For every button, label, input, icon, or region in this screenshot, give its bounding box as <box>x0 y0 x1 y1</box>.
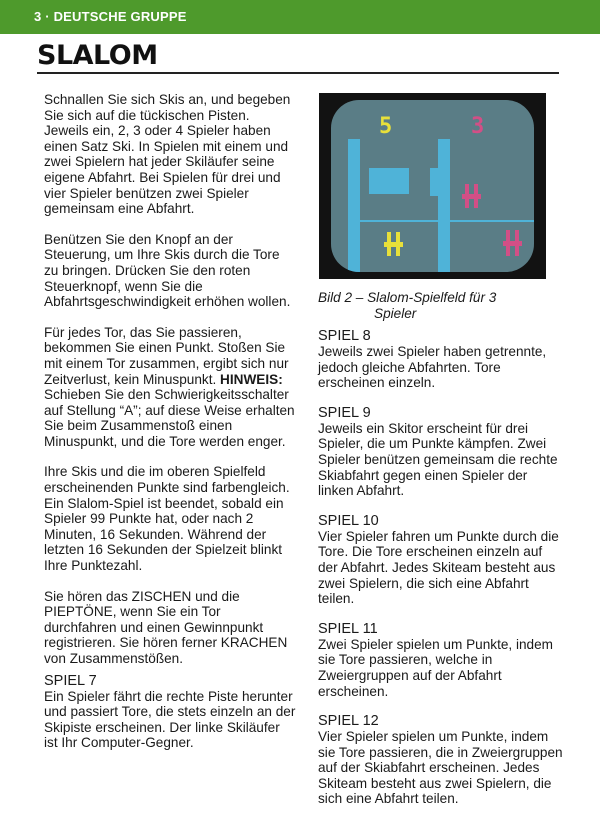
spiel-11-section <box>318 621 564 699</box>
game-end-paragraph: Ihre Skis und die im oberen Spielfeld erscheinenden Punkte sind farbengleich. Ein Slalom-Spiel ist beendet, sobald ein Spieler 99 Punkte hat, oder nach 2 Minuten, 16 Sekunden. Während der letzten 16 Sekunden der Spielzeit blinkt Ihre Punktezahl. <box>44 464 290 574</box>
spiel-11-text: Zwei Spieler spielen um Punkte, indem sie Tore passieren, welche in Zweiergruppen auf der Abfahrt erscheinen. <box>318 636 553 699</box>
spiel-8-section <box>318 328 564 391</box>
skier-right-top-icon <box>462 184 481 208</box>
section-header: 3 · DEUTSCHE GRUPPE <box>0 0 600 34</box>
game-screen <box>331 100 534 272</box>
spiel-10-text: Vier Spieler fahren um Punkte durch die Tore. Die Tore erscheinen einzeln auf der Abfahrt. Jedes Skiteam besteht aus zwei Spielern, die sich eine Abfahrt teilen. <box>318 528 559 607</box>
scoring-text: Für jedes Tor, das Sie passieren, bekommen Sie einen Punkt. Stoßen Sie mit einem Tor zusammen, ergibt sich nur Zeitverlust, kein Minuspunkt. <box>44 324 289 387</box>
left-gate-block <box>369 168 409 194</box>
spiel-9-text: Jeweils ein Skitor erscheint für drei Spieler, die um Punkte kämpfen. Zwei Spieler benützen gemeinsam die rechte Skiabfahrt gegen einen Spieler der linken Abfahrt. <box>318 420 558 499</box>
spiel-9-heading: SPIEL 9 <box>318 404 371 421</box>
figure-caption <box>318 290 558 321</box>
hinweis-text: Schieben Sie den Schwierigkeitsschalter auf Stellung “A”; auf diese Weise erhalten Sie beim Zusammenstoß einen Minuspunkt, und die Tore werden enger. <box>44 387 295 449</box>
center-slope-notch <box>430 168 440 196</box>
game-screenshot <box>319 93 546 279</box>
page-title: SLALOM <box>37 40 158 71</box>
right-column <box>318 328 564 821</box>
spiel-8-text: Jeweils zwei Spieler haben getrennte, jedoch gleiche Abfahrten. Tore erscheinen einzeln. <box>318 344 547 391</box>
left-slope-line <box>360 220 438 222</box>
title-rule <box>37 72 559 74</box>
center-slope-bar <box>438 139 450 272</box>
skier-right-bottom-icon <box>503 230 522 256</box>
spiel-12-text: Vier Spieler spielen um Punkte, indem sie Tore passieren, die in Zweiergruppen auf der Skiabfahrt erscheinen. Jedes Skiteam besteht aus zwei Spielern, die sich eine Abfahrt teilen. <box>318 729 563 807</box>
spiel-10-section <box>318 513 564 607</box>
right-slope-line <box>450 220 534 222</box>
score-right-digit: 3 <box>471 114 485 139</box>
spiel-9-section <box>318 405 564 499</box>
controls-paragraph: Benützen Sie den Knopf an der Steuerung, um Ihre Skis durch die Tore zu bringen. Drücken Sie den roten Steuerknopf, wenn Sie die Abfahrtsgeschwindigkeit erhöhen wollen. <box>44 231 291 310</box>
slalom-playfield <box>331 100 534 272</box>
caption-line-2: Spieler <box>374 305 417 321</box>
intro-paragraph: Schnallen Sie sich Skis an, und begeben Sie sich auf die tückischen Pisten. Jeweils ein, 2, 3 oder 4 Spieler haben einen Satz Ski. In Spielen mit einem und zwei Spielern hat jeder Skiläufer seine eigene Abfahrt. Bei Spielen für drei und vier Spieler benützen zwei Spieler gemeinsam eine Abfahrt. <box>44 92 291 217</box>
spiel-7-text: Ein Spieler fährt die rechte Piste herunter und passiert Tore, die stets einzeln an der Skipiste erscheinen. Der linke Skiläufer ist Ihr Computer-Gegner. <box>44 688 296 751</box>
scoring-paragraph <box>44 325 296 450</box>
spiel-7-heading: SPIEL 7 <box>44 672 97 689</box>
left-slope-bar <box>348 139 360 272</box>
sound-paragraph: Sie hören das ZISCHEN und die PIEPTÖNE, wenn Sie ein Tor durchfahren und einen Gewinnpunkt registrieren. Sie hören ferner KRACHEN von Zusammenstößen. <box>44 588 288 666</box>
spiel-11-heading: SPIEL 11 <box>318 620 378 637</box>
spiel-8-heading: SPIEL 8 <box>318 328 371 344</box>
hinweis-label: HINWEIS: <box>220 371 283 387</box>
skier-left-icon <box>384 232 403 256</box>
caption-line-1: Bild 2 – Slalom-Spielfeld für 3 <box>318 290 497 305</box>
spiel-10-heading: SPIEL 10 <box>318 512 379 529</box>
left-column <box>44 92 296 751</box>
spiel-7-section <box>44 673 296 751</box>
spiel-12-section <box>318 713 564 807</box>
spiel-12-heading: SPIEL 12 <box>318 713 379 730</box>
score-left-digit: 5 <box>379 114 393 139</box>
